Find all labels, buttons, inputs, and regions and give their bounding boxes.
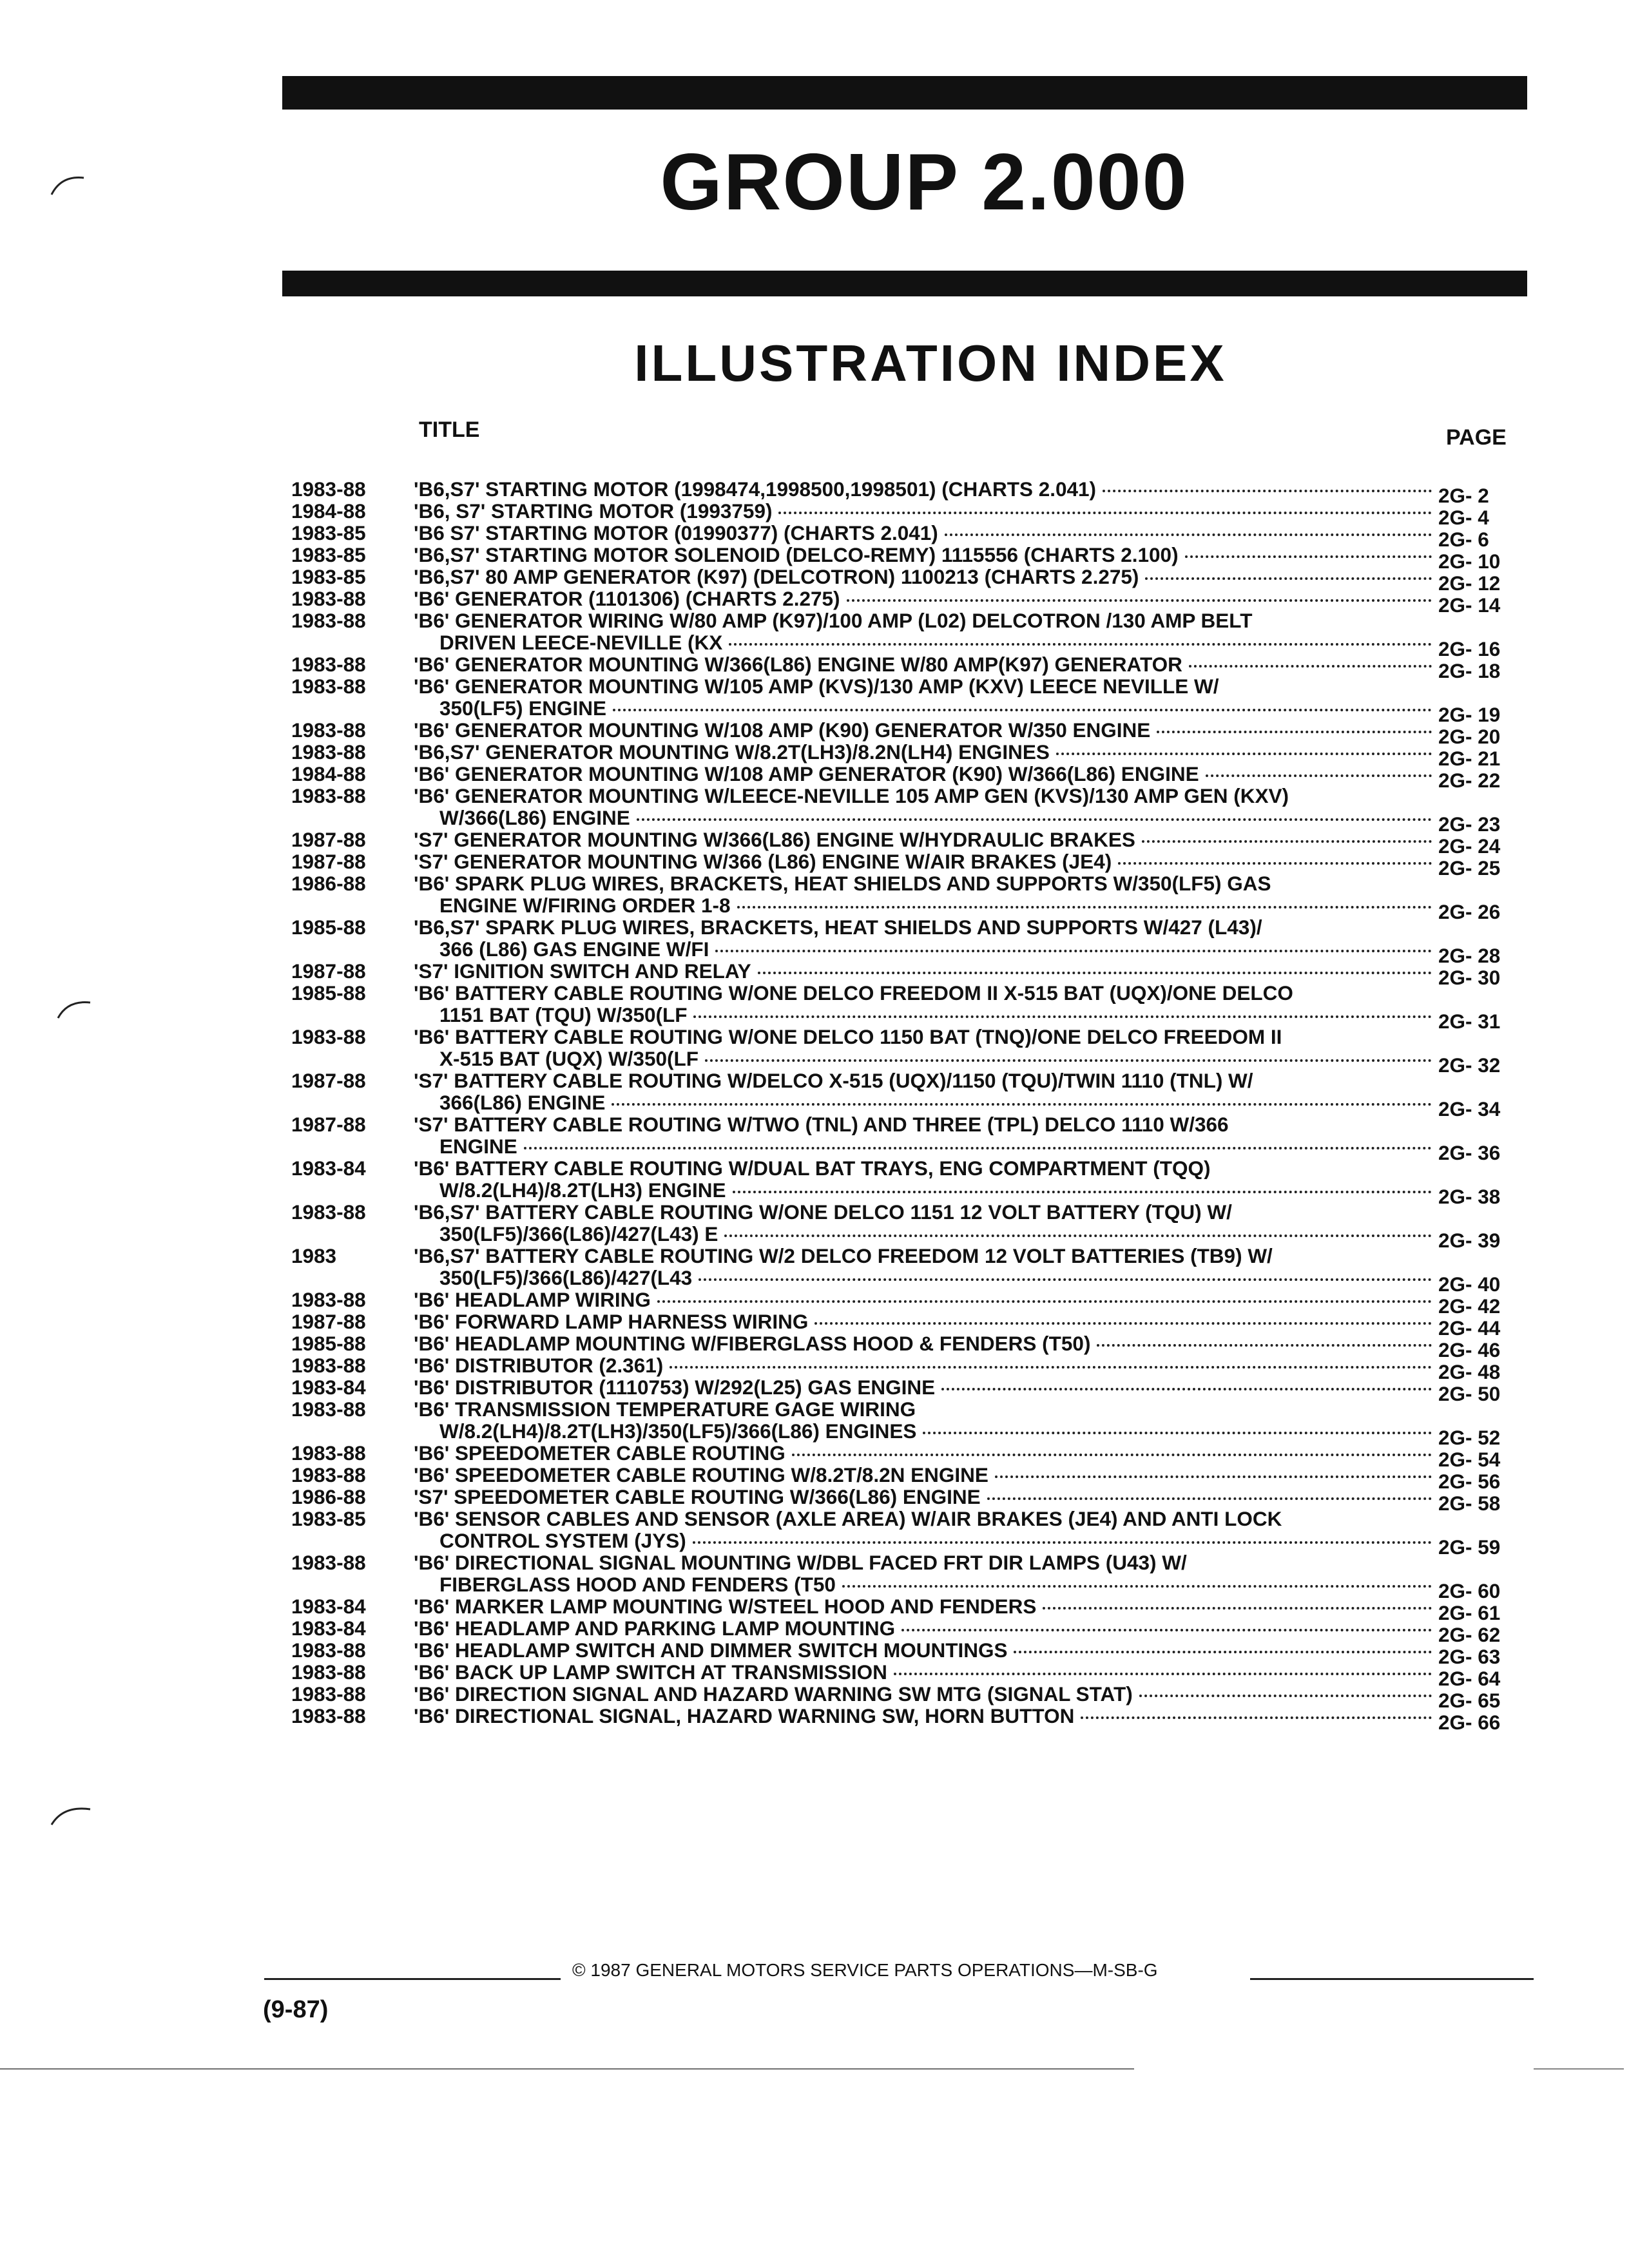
dot-leader: [1043, 1607, 1432, 1610]
entry-title-line: 'B6' GENERATOR MOUNTING W/108 AMP (K90) GENERATOR W/350 ENGINE: [414, 718, 1151, 742]
entry-years: 1983-88: [291, 609, 366, 632]
entry-title-line: 'B6' GENERATOR MOUNTING W/105 AMP (KVS)/130 AMP (KXV) LEECE NEVILLE W/: [414, 675, 1219, 697]
entry-page-number: 2G- 48: [1438, 1360, 1501, 1383]
entry-page-number: 2G- 26: [1438, 900, 1501, 923]
entry-page-number: 2G- 62: [1438, 1623, 1501, 1646]
entry-years: 1987-88: [291, 850, 366, 873]
dot-leader: [693, 1015, 1432, 1018]
dot-leader: [1189, 665, 1432, 668]
index-title: ILLUSTRATION INDEX: [634, 334, 1227, 392]
edition-date: (9-87): [263, 1996, 329, 2023]
index-entry: [0, 762, 1629, 792]
entry-title-line: 366 (L86) GAS ENGINE W/FI: [439, 937, 709, 961]
index-entry: [0, 1157, 1629, 1208]
dot-leader: [1118, 862, 1432, 865]
entry-page-number: 2G- 61: [1438, 1601, 1501, 1624]
entry-page-number: 2G- 34: [1438, 1097, 1501, 1120]
page-bottom-rule-right: [1534, 2068, 1624, 2070]
entry-title-line: CONTROL SYSTEM (JYS): [439, 1529, 686, 1552]
entry-title-line: 366(L86) ENGINE: [439, 1091, 606, 1114]
binder-hole-mark-icon: [39, 1798, 103, 1836]
entry-page-number: 2G- 65: [1438, 1689, 1501, 1712]
entry-page-number: 2G- 40: [1438, 1273, 1501, 1296]
entry-page-number: 2G- 58: [1438, 1492, 1501, 1515]
index-entry: [0, 1463, 1629, 1493]
entry-page-number: 2G- 23: [1438, 812, 1501, 836]
entry-page-number: 2G- 59: [1438, 1535, 1501, 1559]
index-entry: [0, 587, 1629, 617]
entry-page-number: 2G- 56: [1438, 1470, 1501, 1493]
dot-leader: [724, 1235, 1432, 1237]
entry-page-number: 2G- 36: [1438, 1141, 1501, 1164]
entry-title-line: 'S7' GENERATOR MOUNTING W/366 (L86) ENGINE W/AIR BRAKES (JE4): [414, 850, 1112, 873]
entry-years: 1983-88: [291, 1660, 366, 1684]
index-entry: [0, 981, 1629, 1033]
entry-years: 1986-88: [291, 872, 366, 895]
entry-page-number: 2G- 28: [1438, 944, 1501, 967]
index-entry: [0, 1244, 1629, 1296]
entry-title-line: 'B6' BACK UP LAMP SWITCH AT TRANSMISSION: [414, 1660, 887, 1684]
dot-leader: [941, 1388, 1432, 1390]
entry-page-number: 2G- 46: [1438, 1338, 1501, 1361]
binder-hole-mark-icon: [39, 992, 103, 1031]
entry-years: 1983-85: [291, 521, 366, 544]
entry-page-number: 2G- 19: [1438, 703, 1501, 726]
dot-leader: [1139, 1695, 1432, 1697]
entry-years: 1983-85: [291, 543, 366, 566]
entry-years: 1983: [291, 1244, 337, 1267]
entry-title-line: 'S7' SPEEDOMETER CABLE ROUTING W/366(L86) ENGINE: [414, 1485, 981, 1508]
entry-title-line: W/8.2(LH4)/8.2T(LH3)/350(LF5)/366(L86) ENGINES: [439, 1419, 917, 1443]
index-entry: [0, 784, 1629, 836]
entry-years: 1987-88: [291, 1113, 366, 1136]
index-entry: [0, 1069, 1629, 1120]
dot-leader: [894, 1673, 1432, 1675]
index-entry: [0, 850, 1629, 879]
footer-rule-right: [1250, 1978, 1534, 1980]
dot-leader: [1056, 753, 1432, 755]
entry-page-number: 2G- 60: [1438, 1579, 1501, 1602]
dot-leader: [945, 533, 1432, 536]
dot-leader: [1097, 1344, 1432, 1347]
index-entry: [0, 1332, 1629, 1361]
index-entry: [0, 609, 1629, 660]
entry-title-line: FIBERGLASS HOOD AND FENDERS (T50: [439, 1573, 836, 1596]
dot-leader: [842, 1585, 1432, 1588]
entry-years: 1984-88: [291, 762, 366, 785]
index-entry: [0, 1639, 1629, 1668]
entry-years: 1983-88: [291, 1682, 366, 1706]
entry-title-line: 'B6' GENERATOR MOUNTING W/LEECE-NEVILLE 105 AMP GEN (KVS)/130 AMP GEN (KXV): [414, 785, 1289, 807]
header-rule-top: [282, 76, 1527, 110]
entry-title-line: 'B6' HEADLAMP SWITCH AND DIMMER SWITCH MOUNTINGS: [414, 1639, 1008, 1662]
entry-title-line: 'B6 S7' STARTING MOTOR (01990377) (CHARTS 2.041): [414, 521, 938, 544]
entry-years: 1983-85: [291, 565, 366, 588]
entry-years: 1985-88: [291, 1332, 366, 1355]
entry-page-number: 2G- 38: [1438, 1185, 1501, 1208]
index-entry: [0, 1288, 1629, 1318]
group-title: GROUP 2.000: [660, 138, 1188, 227]
entry-page-number: 2G- 31: [1438, 1010, 1501, 1033]
entry-page-number: 2G- 24: [1438, 834, 1501, 858]
entry-page-number: 2G- 54: [1438, 1448, 1501, 1471]
footer-rule-left: [264, 1978, 561, 1980]
entry-years: 1983-84: [291, 1617, 366, 1640]
dot-leader: [1185, 555, 1432, 558]
entry-page-number: 2G- 25: [1438, 856, 1501, 879]
dot-leader: [923, 1432, 1432, 1434]
entry-page-number: 2G- 12: [1438, 572, 1501, 595]
entry-years: 1983-88: [291, 653, 366, 676]
entry-title-line: 'B6' SPARK PLUG WIRES, BRACKETS, HEAT SHIELDS AND SUPPORTS W/350(LF5) GAS: [414, 872, 1271, 894]
entry-title-line: 'B6,S7' STARTING MOTOR SOLENOID (DELCO-REMY) 1115556 (CHARTS 2.100): [414, 543, 1179, 566]
entry-title-line: 'B6' GENERATOR (1101306) (CHARTS 2.275): [414, 587, 840, 610]
entry-page-number: 2G- 21: [1438, 747, 1501, 770]
entry-years: 1983-84: [291, 1376, 366, 1399]
entry-page-number: 2G- 4: [1438, 506, 1489, 529]
entry-title-line: 350(LF5)/366(L86)/427(L43) E: [439, 1222, 718, 1245]
entry-title-line: 'B6' HEADLAMP MOUNTING W/FIBERGLASS HOOD & FENDERS (T50): [414, 1332, 1091, 1355]
entry-page-number: 2G- 2: [1438, 484, 1489, 507]
dot-leader: [1206, 774, 1432, 777]
index-entry: [0, 1595, 1629, 1624]
entry-years: 1987-88: [291, 828, 366, 851]
dot-leader: [758, 972, 1432, 974]
entry-years: 1985-88: [291, 916, 366, 939]
index-entry: [0, 1113, 1629, 1164]
column-header-title: TITLE: [419, 418, 480, 442]
entry-title-line: 'B6' BATTERY CABLE ROUTING W/DUAL BAT TRAYS, ENG COMPARTMENT (TQQ): [414, 1157, 1211, 1179]
entry-years: 1984-88: [291, 499, 366, 523]
index-entry: [0, 1485, 1629, 1515]
dot-leader: [1081, 1716, 1432, 1719]
dot-leader: [705, 1059, 1432, 1062]
index-entry: [0, 565, 1629, 595]
entry-title-line: 350(LF5)/366(L86)/427(L43: [439, 1266, 693, 1289]
entry-title-line: 'S7' GENERATOR MOUNTING W/366(L86) ENGINE W/HYDRAULIC BRAKES: [414, 828, 1135, 851]
index-entry: [0, 1310, 1629, 1340]
entry-years: 1983-88: [291, 1354, 366, 1377]
dot-leader: [778, 512, 1432, 514]
entry-page-number: 2G- 50: [1438, 1382, 1501, 1405]
entry-title-line: 'B6' FORWARD LAMP HARNESS WIRING: [414, 1310, 809, 1333]
dot-leader: [847, 599, 1432, 602]
entry-years: 1983-88: [291, 740, 366, 764]
entry-title-line: 'B6,S7' BATTERY CABLE ROUTING W/2 DELCO FREEDOM 12 VOLT BATTERIES (TB9) W/: [414, 1245, 1273, 1267]
entry-page-number: 2G- 39: [1438, 1229, 1501, 1252]
index-entry: [0, 916, 1629, 967]
index-entry: [0, 1682, 1629, 1712]
index-entry: [0, 499, 1629, 529]
entry-title-line: 'B6' BATTERY CABLE ROUTING W/ONE DELCO FREEDOM II X-515 BAT (UQX)/ONE DELCO: [414, 982, 1293, 1004]
entry-page-number: 2G- 30: [1438, 966, 1501, 989]
entry-years: 1983-84: [291, 1595, 366, 1618]
entry-years: 1987-88: [291, 1069, 366, 1092]
index-entry: [0, 1660, 1629, 1690]
index-entry: [0, 828, 1629, 858]
dot-leader: [670, 1366, 1432, 1369]
entry-page-number: 2G- 32: [1438, 1053, 1501, 1077]
entry-title-line: 'B6' DIRECTION SIGNAL AND HAZARD WARNING SW MTG (SIGNAL STAT): [414, 1682, 1133, 1706]
entry-title-line: 'B6' GENERATOR MOUNTING W/108 AMP GENERATOR (K90) W/366(L86) ENGINE: [414, 762, 1199, 785]
entry-title-line: 'B6' DIRECTIONAL SIGNAL, HAZARD WARNING SW, HORN BUTTON: [414, 1704, 1075, 1727]
dot-leader: [715, 950, 1432, 952]
index-entry: [0, 1025, 1629, 1077]
entry-title-line: 'B6' SPEEDOMETER CABLE ROUTING W/8.2T/8.2N ENGINE: [414, 1463, 988, 1486]
entry-years: 1983-88: [291, 587, 366, 610]
entry-title-line: 'B6' GENERATOR WIRING W/80 AMP (K97)/100 AMP (L02) DELCOTRON /130 AMP BELT: [414, 610, 1253, 631]
entry-years: 1983-88: [291, 1463, 366, 1486]
entry-title-line: 'B6' MARKER LAMP MOUNTING W/STEEL HOOD AND FENDERS: [414, 1595, 1037, 1618]
entry-years: 1983-88: [291, 1288, 366, 1311]
index-entry: [0, 521, 1629, 551]
entry-years: 1983-88: [291, 1704, 366, 1727]
dot-leader: [901, 1629, 1432, 1631]
index-entry: [0, 1507, 1629, 1559]
index-entry: [0, 740, 1629, 770]
entry-page-number: 2G- 63: [1438, 1645, 1501, 1668]
entry-years: 1986-88: [291, 1485, 366, 1508]
dot-leader: [699, 1278, 1432, 1281]
entry-years: 1983-88: [291, 1025, 366, 1048]
entry-page-number: 2G- 66: [1438, 1711, 1501, 1734]
entry-page-number: 2G- 42: [1438, 1294, 1501, 1318]
entry-years: 1983-88: [291, 1200, 366, 1224]
entry-title-line: W/8.2(LH4)/8.2T(LH3) ENGINE: [439, 1178, 726, 1202]
entry-years: 1987-88: [291, 959, 366, 983]
entry-title-line: 'B6' TRANSMISSION TEMPERATURE GAGE WIRING: [414, 1398, 916, 1420]
dot-leader: [612, 1103, 1432, 1106]
entry-years: 1983-88: [291, 784, 366, 807]
dot-leader: [693, 1541, 1432, 1544]
entry-years: 1983-88: [291, 675, 366, 698]
index-entry: [0, 1200, 1629, 1252]
index-entry: [0, 1551, 1629, 1602]
dot-leader: [1157, 731, 1432, 733]
entry-title-line: 1151 BAT (TQU) W/350(LF: [439, 1003, 688, 1026]
entry-title-line: 'B6' DISTRIBUTOR (1110753) W/292(L25) GAS ENGINE: [414, 1376, 936, 1399]
dot-leader: [733, 1191, 1432, 1193]
entry-title-line: 'B6, S7' STARTING MOTOR (1993759): [414, 499, 773, 523]
entry-title-line: 'B6' GENERATOR MOUNTING W/366(L86) ENGINE W/80 AMP(K97) GENERATOR: [414, 653, 1182, 676]
entry-title-line: 'B6' DISTRIBUTOR (2.361): [414, 1354, 664, 1377]
entry-title-line: 'B6,S7' BATTERY CABLE ROUTING W/ONE DELCO 1151 12 VOLT BATTERY (TQU) W/: [414, 1201, 1232, 1223]
copyright-notice: © 1987 GENERAL MOTORS SERVICE PARTS OPERATIONS—M-SB-G: [572, 1960, 1158, 1980]
entry-years: 1987-88: [291, 1310, 366, 1333]
entry-title-line: 'S7' BATTERY CABLE ROUTING W/DELCO X-515 (UQX)/1150 (TQU)/TWIN 1110 (TNL) W/: [414, 1070, 1253, 1091]
dot-leader: [737, 906, 1432, 908]
dot-leader: [995, 1475, 1432, 1478]
dot-leader: [792, 1454, 1432, 1456]
index-entry: [0, 1441, 1629, 1471]
entry-title-line: 'B6' SPEEDOMETER CABLE ROUTING: [414, 1441, 786, 1465]
entry-page-number: 2G- 6: [1438, 528, 1489, 551]
index-entry: [0, 718, 1629, 748]
entry-page-number: 2G- 16: [1438, 637, 1501, 660]
column-header-page: PAGE: [1446, 425, 1507, 450]
dot-leader: [1145, 577, 1432, 580]
index-list: [0, 477, 1629, 1734]
dot-leader: [613, 709, 1432, 711]
entry-title-line: 'B6' BATTERY CABLE ROUTING W/ONE DELCO 1150 BAT (TNQ)/ONE DELCO FREEDOM II: [414, 1026, 1282, 1048]
dot-leader: [987, 1497, 1432, 1500]
entry-page-number: 2G- 44: [1438, 1316, 1501, 1340]
index-entry: [0, 1376, 1629, 1405]
entry-page-number: 2G- 52: [1438, 1426, 1501, 1449]
entry-years: 1983-88: [291, 1551, 366, 1574]
entry-page-number: 2G- 10: [1438, 550, 1501, 573]
index-entry: [0, 1354, 1629, 1383]
entry-title-line: X-515 BAT (UQX) W/350(LF: [439, 1047, 699, 1070]
index-entry: [0, 1398, 1629, 1449]
index-entry: [0, 1617, 1629, 1646]
dot-leader: [1142, 840, 1432, 843]
entry-title-line: 'B6' DIRECTIONAL SIGNAL MOUNTING W/DBL FACED FRT DIR LAMPS (U43) W/: [414, 1552, 1187, 1573]
dot-leader: [815, 1322, 1432, 1325]
dot-leader: [1014, 1651, 1432, 1653]
entry-years: 1983-88: [291, 718, 366, 742]
index-entry: [0, 675, 1629, 726]
index-entry: [0, 653, 1629, 682]
entry-page-number: 2G- 18: [1438, 659, 1501, 682]
entry-title-line: 350(LF5) ENGINE: [439, 697, 607, 720]
entry-years: 1983-84: [291, 1157, 366, 1180]
dot-leader: [637, 818, 1432, 821]
binder-hole-mark-icon: [39, 169, 103, 207]
entry-title-line: 'S7' IGNITION SWITCH AND RELAY: [414, 959, 751, 983]
entry-title-line: DRIVEN LEECE-NEVILLE (KX: [439, 631, 723, 654]
entry-page-number: 2G- 20: [1438, 725, 1501, 748]
entry-title-line: 'S7' BATTERY CABLE ROUTING W/TWO (TNL) AND THREE (TPL) DELCO 1110 W/366: [414, 1113, 1229, 1135]
index-entry: [0, 1704, 1629, 1734]
dot-leader: [1103, 490, 1432, 492]
dot-leader: [729, 643, 1432, 646]
entry-title-line: W/366(L86) ENGINE: [439, 806, 630, 829]
entry-page-number: 2G- 14: [1438, 593, 1501, 617]
entry-title-line: 'B6' SENSOR CABLES AND SENSOR (AXLE AREA) W/AIR BRAKES (JE4) AND ANTI LOCK: [414, 1508, 1282, 1530]
entry-years: 1985-88: [291, 981, 366, 1004]
entry-page-number: 2G- 22: [1438, 769, 1501, 792]
dot-leader: [524, 1147, 1432, 1149]
entry-years: 1983-88: [291, 1639, 366, 1662]
entry-years: 1983-85: [291, 1507, 366, 1530]
header-rule-bottom: [282, 271, 1527, 296]
dot-leader: [657, 1300, 1432, 1303]
entry-title-line: ENGINE W/FIRING ORDER 1-8: [439, 894, 731, 917]
index-entry: [0, 543, 1629, 573]
entry-title-line: 'B6,S7' GENERATOR MOUNTING W/8.2T(LH3)/8.2N(LH4) ENGINES: [414, 740, 1050, 764]
entry-title-line: ENGINE: [439, 1135, 517, 1158]
index-entry: [0, 477, 1629, 507]
index-entry: [0, 872, 1629, 923]
entry-page-number: 2G- 64: [1438, 1667, 1501, 1690]
entry-title-line: 'B6,S7' 80 AMP GENERATOR (K97) (DELCOTRON) 1100213 (CHARTS 2.275): [414, 565, 1139, 588]
entry-years: 1983-88: [291, 1441, 366, 1465]
entry-title-line: 'B6,S7' SPARK PLUG WIRES, BRACKETS, HEAT SHIELDS AND SUPPORTS W/427 (L43)/: [414, 916, 1262, 938]
page-bottom-rule: [0, 2068, 1134, 2070]
entry-title-line: 'B6' HEADLAMP WIRING: [414, 1288, 651, 1311]
entry-years: 1983-88: [291, 477, 366, 501]
entry-title-line: 'B6' HEADLAMP AND PARKING LAMP MOUNTING: [414, 1617, 896, 1640]
entry-years: 1983-88: [291, 1398, 366, 1421]
index-entry: [0, 959, 1629, 989]
entry-title-line: 'B6,S7' STARTING MOTOR (1998474,1998500,1998501) (CHARTS 2.041): [414, 477, 1097, 501]
